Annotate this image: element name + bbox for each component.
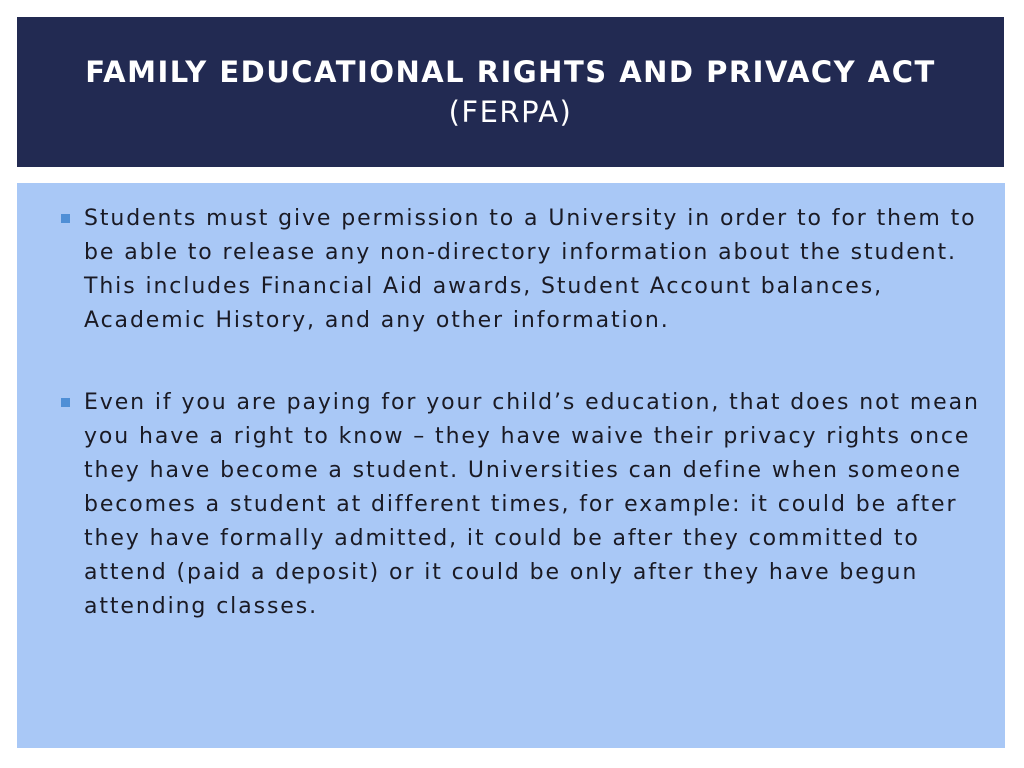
- slide-title-line-2: (FERPA): [448, 95, 573, 129]
- bullet-item: [57, 386, 981, 624]
- title-bar: [17, 17, 1004, 167]
- bullet-list: [57, 202, 981, 624]
- bullet-text: Even if you are paying for your child’s education, that does not mean you have a right to know – they have waive their privacy rights once they have become a student. Universities can define when someone becomes a student at different times, for example: it could be after they have formally admitted, it could be after they committed to attend (paid a deposit) or it could be only after they have begun attending classes.: [84, 390, 980, 619]
- square-bullet-icon: [61, 398, 70, 407]
- content-panel: [17, 183, 1005, 748]
- square-bullet-icon: [61, 214, 70, 223]
- bullet-text: Students must give permission to a University in order to for them to be able to release any non-directory information about the student. This includes Financial Aid awards, Student Account balances, Academic History, and any other information.: [84, 206, 977, 333]
- slide-title-line-1: FAMILY EDUCATIONAL RIGHTS AND PRIVACY ACT: [85, 55, 936, 89]
- slide-title: [85, 52, 936, 132]
- bullet-item: [57, 202, 981, 338]
